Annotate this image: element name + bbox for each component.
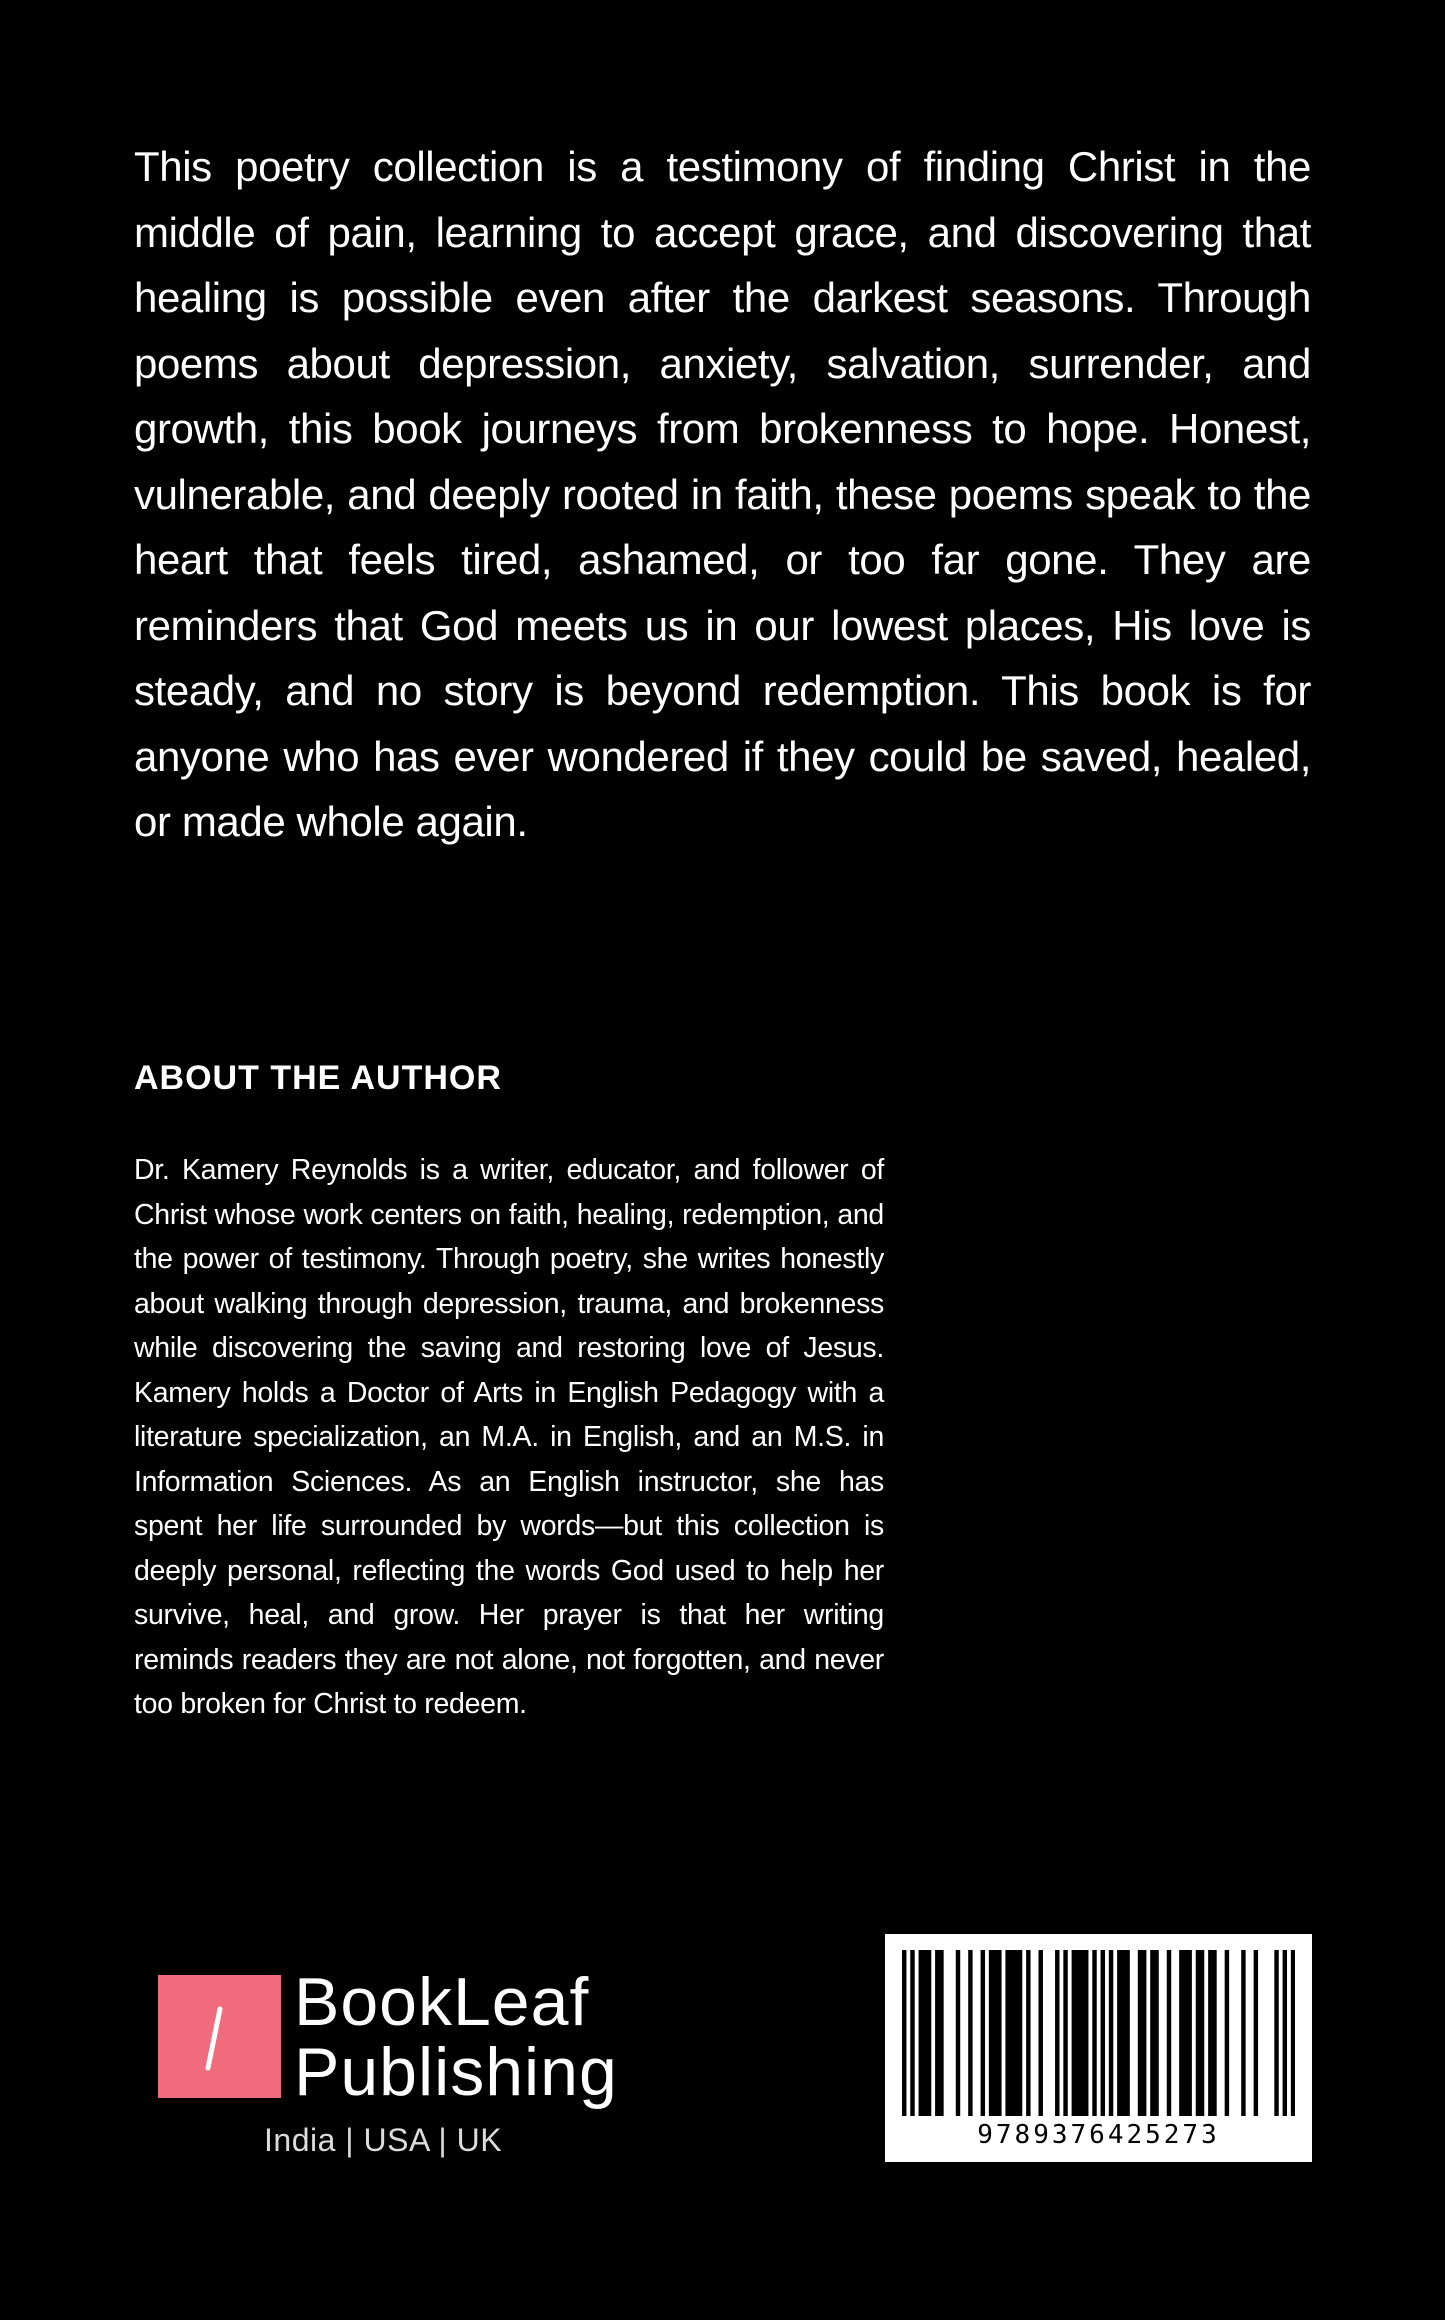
barcode-bar [1142,1950,1146,2116]
barcode-bar [1183,1950,1187,2116]
publisher-name-line2: Publishing [294,2034,618,2110]
barcode-bar [1014,1950,1018,2116]
barcode-bar [1187,1950,1191,2116]
barcode-bar [997,1950,1001,2116]
barcode-bar [1283,1950,1287,2116]
about-author-heading: ABOUT THE AUTHOR [134,1059,502,1097]
barcode-bar [910,1950,914,2116]
book-blurb: This poetry collection is a testimony of finding Christ in the middle of pain, learning to accept grace, and discovering that healing is possible even after the darkest seasons. Through poems about depression, anxiety, salvation, surrender, and growth, this book journeys from brokenness to hope. Honest, vulnerable, and deeply rooted in faith, these poems speak to the heart that feels tired, ashamed, or too far gone. They are reminders that God meets us in our lowest places, His love is steady, and no story is beyond redemption. This book is for anyone who has ever wondered if they could be saved, healed, or made whole again. [134,143,1311,845]
barcode-bar [1109,1950,1113,2116]
barcode-bar [1291,1950,1295,2116]
barcode-bar [1010,1950,1014,2116]
about-author-text: Dr. Kamery Reynolds is a writer, educator, and follower of Christ whose work centers on faith, healing, redemption, and the power of testimony. Through poetry, she writes honestly about walking through depression, trauma, and brokenness while discovering the saving and restoring love of Jesus. Kamery holds a Doctor of Arts in English Pedagogy with a literature specialization, an M.A. in English, and an M.S. in Information Sciences. As an English instructor, she has spent her life surrounded by words—but this collection is deeply personal, reflecting the words God used to help her survive, heal, and grow. Her prayer is that her writing reminds readers they are not alone, not forgotten, and never too broken for Christ to redeem. [134,1154,884,1720]
barcode-bar [1026,1950,1030,2116]
barcode-bar [1072,1950,1076,2116]
barcode-bar [935,1950,939,2116]
barcode-bar [1212,1950,1216,2116]
barcode-bar [1117,1950,1121,2116]
barcode-bar [1179,1950,1183,2116]
barcode-bar [939,1950,943,2116]
barcode-bar [968,1950,972,2116]
publisher-locations: India | USA | UK [264,2122,503,2158]
barcode-bar [993,1950,997,2116]
barcode-bar [956,1950,960,2116]
barcode-bar [1121,1950,1125,2116]
barcode-bar [1138,1950,1142,2116]
barcode-bar [1125,1950,1129,2116]
barcode-bar [1167,1950,1171,2116]
barcode-bar [1080,1950,1084,2116]
barcode-bar [1241,1950,1245,2116]
barcode-bar [1196,1950,1200,2116]
barcode-bar [1092,1950,1096,2116]
slash-icon [158,1975,281,2098]
barcode-bar [1150,1950,1154,2116]
barcode-bar [919,1950,923,2116]
barcode-bar [1101,1950,1105,2116]
isbn-barcode [885,1934,1312,2162]
barcode-bar [1063,1950,1067,2116]
barcode-bar [1084,1950,1088,2116]
barcode-bar [1076,1950,1080,2116]
barcode-bar [902,1950,906,2116]
barcode-bar [1018,1950,1022,2116]
barcode-bar [1005,1950,1009,2116]
barcode-bar [927,1950,931,2116]
barcode-bar [981,1950,985,2116]
barcode-bar [1225,1950,1229,2116]
publisher-name-line1: BookLeaf [294,1964,590,2040]
barcode-bar [989,1950,993,2116]
isbn-number: 9789376425273 [977,2120,1220,2150]
barcode-bar [1208,1950,1212,2116]
barcode-bars [902,1950,1295,2116]
barcode-bar [1039,1950,1043,2116]
barcode-bar [1055,1950,1059,2116]
barcode-bar [1254,1950,1258,2116]
barcode-bar [1274,1950,1278,2116]
barcode-bar [1154,1950,1158,2116]
barcode-bar [923,1950,927,2116]
barcode-bar [1200,1950,1204,2116]
